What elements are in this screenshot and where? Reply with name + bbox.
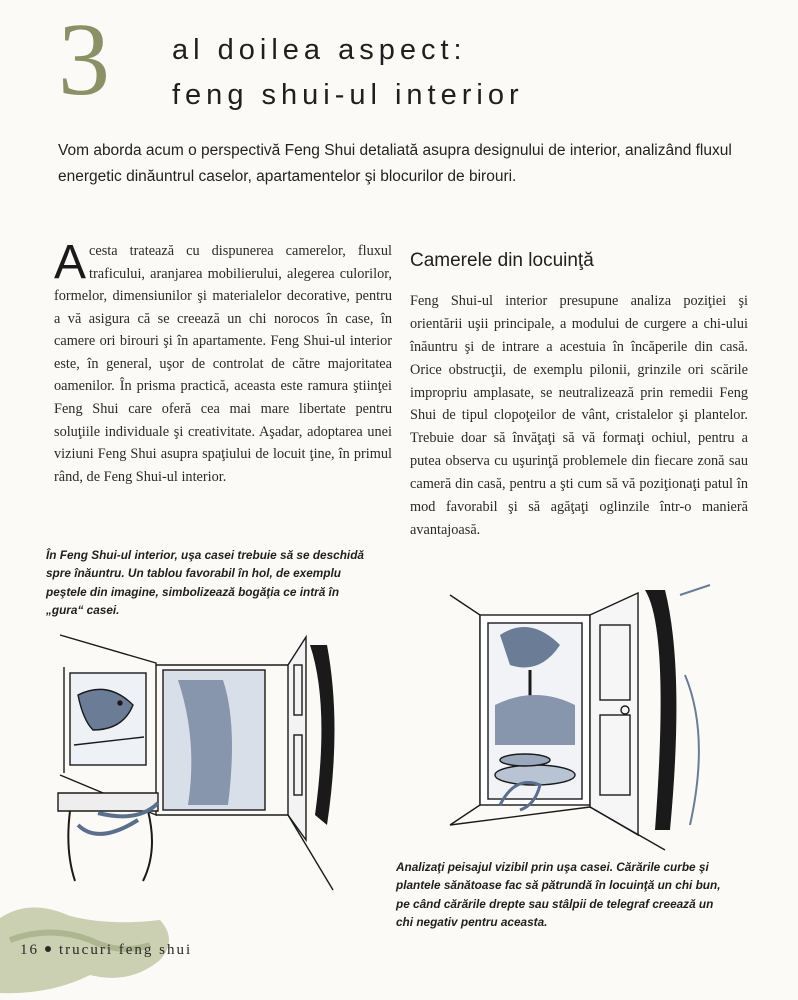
right-column-body: Feng Shui-ul interior presupune analiza poziţiei şi orientării uşii principale, a modului de curgere a chi-ului înăuntru şi de intrare a acestuia în încăperile din casă. Orice obstrucţii, de exemplu pilonii, grinzile ori scările impropriu amplasate, se neutralizează prin remedii Feng Shui de tipul clopoţeilor de vânt, cristalelor şi plantelor. Trebuie doar să învăţaţi să vă formaţi ochiul, pentru a putea observa cu uşurinţă problemele din fiecare zonă sau cameră din casă, pentru a şti cum să vă poziţionaţi patul în mod favorabil şi să agăţaţi oglinzile într-o manieră avantajoasă. (410, 293, 748, 538)
caption-right: Analizaţi peisajul vizibil prin uşa casei. Cărările curbe şi plantele sănătoase fac să pătrundă în locuinţă un chi bun, pe când cărările drepte sau stâlpii de telegraf creează un chi negativ pentru aceasta. (396, 860, 721, 929)
caption-left: În Feng Shui-ul interior, uşa casei trebuie să se deschidă spre înăuntru. Un tablou favorabil în hol, de exemplu peştele din imagine, simbolizează bogăţia ce intră în „gura“ casei. (46, 548, 364, 617)
page-footer (20, 942, 192, 959)
chapter-number: 3 (58, 2, 110, 117)
book-title: trucuri feng shui (59, 942, 193, 958)
left-column (54, 236, 392, 488)
chapter-title (172, 28, 524, 118)
section-heading: Camerele din locuinţă (410, 250, 594, 271)
left-column-body: cesta tratează cu dispunerea camerelor, fluxul traficului, aranjarea mobilierului, alegerea culorilor, formelor, dimensiunilor şi materialelor decorative, pentru a vă asigura că se creează un chi norocos în case, în camere ori birouri şi în apartamente. Feng Shui-ul interior este, în general, uşor de controlat de către majoritatea oamenilor. În prisma practică, aceasta este ramura ştiinţei Feng Shui care oferă cea mai mare libertate pentru soluţiile individuale şi creativitate. Aşadar, adoptarea unei viziuni Feng Shui asupra spaţiului de locuit ţine, în primul rând, de Feng Shui-ul interior. (54, 243, 392, 485)
footer-bullet-icon (45, 946, 51, 952)
dropcap: A (54, 236, 87, 289)
open-door-garden-view-illustration (440, 575, 740, 855)
intro-paragraph: Vom aborda acum o perspectivă Feng Shui detaliată asupra designului de interior, analizând fluxul energetic dinăuntrul caselor, apartamentelor şi blocurilor de birouri. (58, 142, 732, 186)
page-number: 16 (20, 942, 39, 958)
chapter-title-line-2: feng shui-ul interior (172, 78, 524, 111)
chapter-title-line-1: al doilea aspect: (172, 34, 467, 66)
hallway-fish-painting-illustration (48, 625, 358, 905)
